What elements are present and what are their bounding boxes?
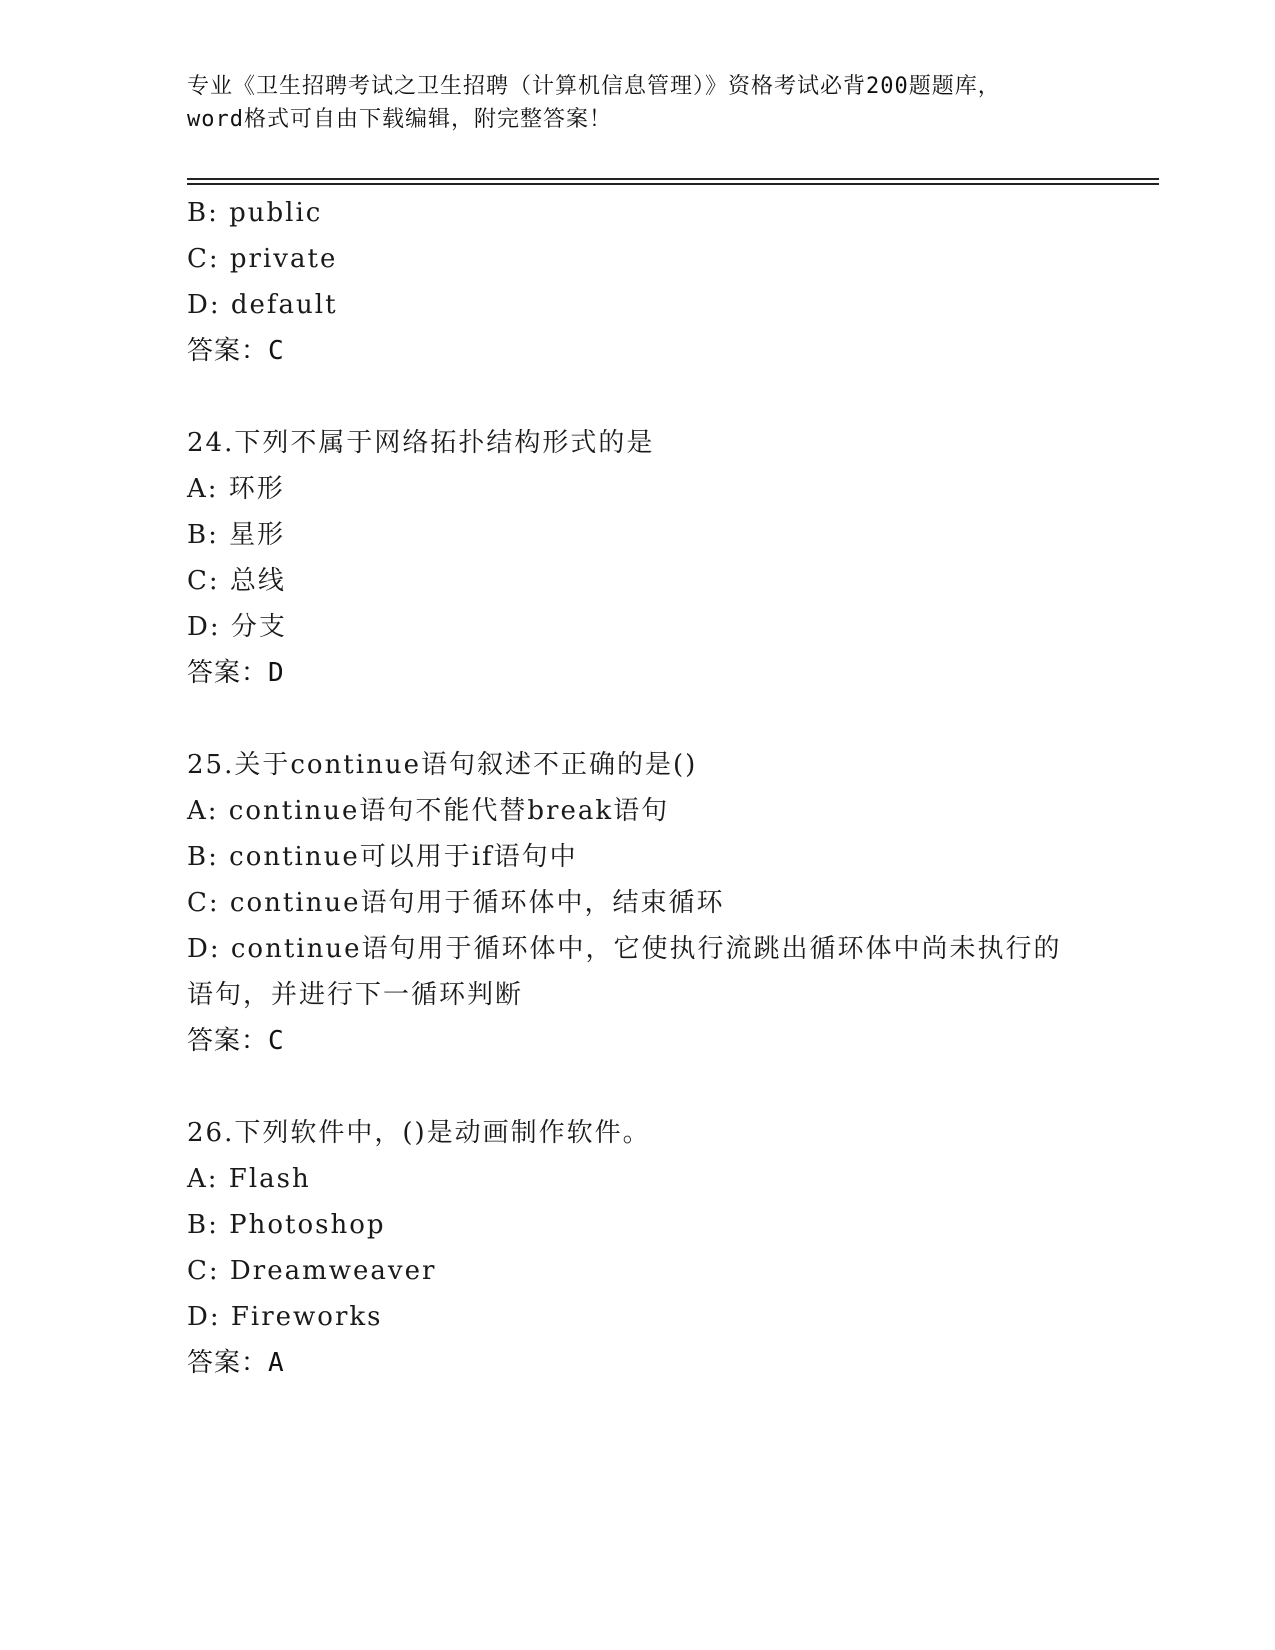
answer-line: 答案：D	[187, 658, 285, 688]
answer-line: 答案：C	[187, 336, 285, 366]
option-d-continued: 语句，并进行下一循环判断	[187, 980, 524, 1010]
option-d: D: Fireworks	[187, 1302, 383, 1332]
header-title-line-1: 专业《卫生招聘考试之卫生招聘（计算机信息管理）》资格考试必背200题题库，	[187, 74, 1001, 99]
question-24	[187, 420, 1147, 696]
spacer	[187, 696, 1147, 742]
option-a: A: 环形	[187, 474, 285, 504]
question-stem: 26.下列软件中，()是动画制作软件。	[187, 1118, 651, 1148]
option-c: C: 总线	[187, 566, 286, 596]
answer-line: 答案：A	[187, 1348, 285, 1378]
option-c: C: continue语句用于循环体中，结束循环	[187, 888, 725, 918]
answer-line: 答案：C	[187, 1026, 285, 1056]
document-header	[187, 70, 1087, 136]
spacer	[187, 374, 1147, 420]
option-a: A: Flash	[187, 1164, 311, 1194]
question-25	[187, 742, 1147, 1064]
header-title-line-2: word格式可自由下载编辑，附完整答案！	[187, 107, 612, 132]
header-divider-top	[187, 178, 1159, 180]
spacer	[187, 1064, 1147, 1110]
option-b: B: continue可以用于if语句中	[187, 842, 578, 872]
option-d: D: default	[187, 290, 338, 320]
option-a: A: continue语句不能代替break语句	[187, 796, 670, 826]
question-23-tail	[187, 190, 1147, 374]
option-d: D: continue语句用于循环体中，它使执行流跳出循环体中尚未执行的	[187, 934, 1062, 964]
option-d: D: 分支	[187, 612, 287, 642]
option-c: C: private	[187, 244, 338, 274]
option-b: B: 星形	[187, 520, 286, 550]
question-stem: 25.关于continue语句叙述不正确的是()	[187, 750, 698, 780]
question-list	[187, 190, 1147, 1386]
header-divider-bottom	[187, 183, 1159, 185]
question-stem: 24.下列不属于网络拓扑结构形式的是	[187, 428, 655, 458]
option-b: B: Photoshop	[187, 1210, 386, 1240]
option-b: B: public	[187, 198, 323, 228]
question-26	[187, 1110, 1147, 1386]
option-c: C: Dreamweaver	[187, 1256, 437, 1286]
